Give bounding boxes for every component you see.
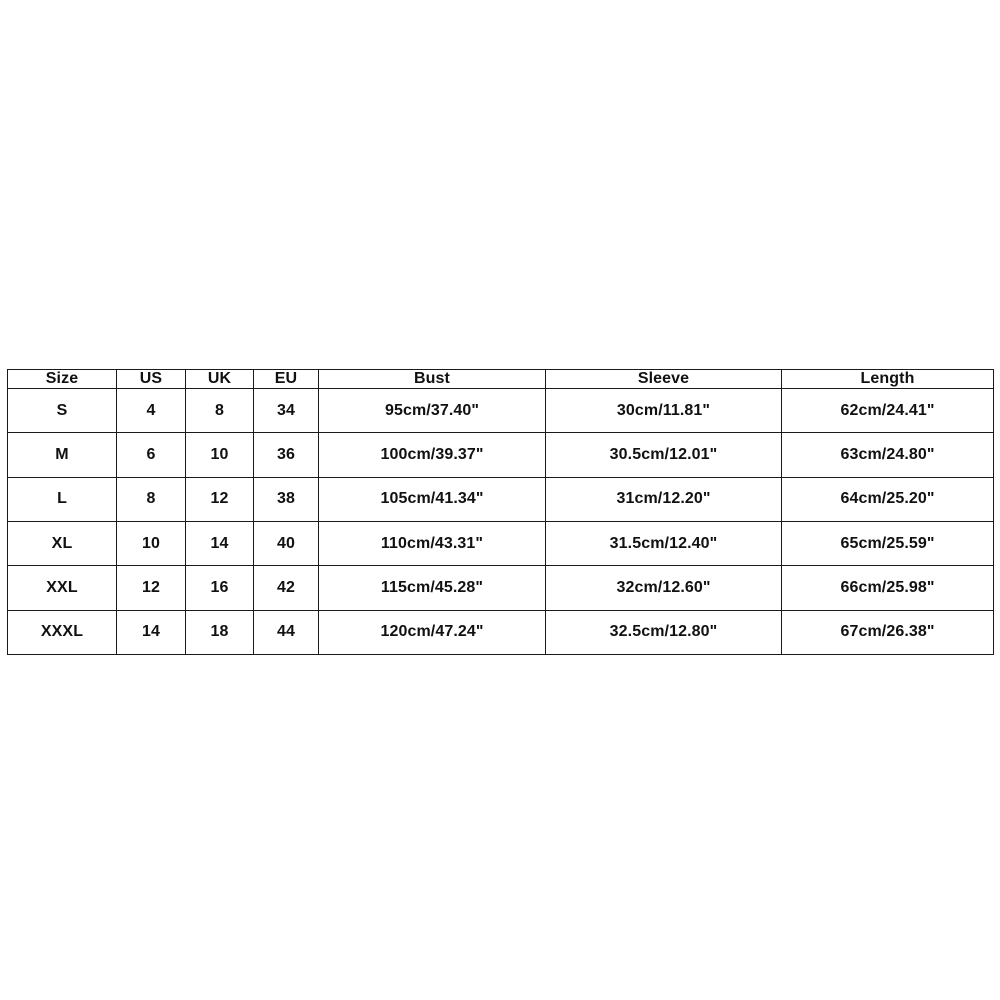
header-length: Length xyxy=(782,370,994,389)
cell-eu: 40 xyxy=(254,521,319,565)
cell-bust: 120cm/47.24" xyxy=(319,610,546,654)
cell-uk: 8 xyxy=(186,389,254,433)
cell-length: 65cm/25.59" xyxy=(782,521,994,565)
cell-uk: 12 xyxy=(186,477,254,521)
cell-eu: 38 xyxy=(254,477,319,521)
cell-length: 64cm/25.20" xyxy=(782,477,994,521)
cell-bust: 115cm/45.28" xyxy=(319,566,546,610)
table-row xyxy=(8,521,994,565)
cell-eu: 36 xyxy=(254,433,319,477)
header-eu: EU xyxy=(254,370,319,389)
cell-us: 8 xyxy=(117,477,186,521)
cell-length: 67cm/26.38" xyxy=(782,610,994,654)
cell-uk: 16 xyxy=(186,566,254,610)
cell-size: XXXL xyxy=(8,610,117,654)
cell-sleeve: 30.5cm/12.01" xyxy=(546,433,782,477)
cell-size: XXL xyxy=(8,566,117,610)
cell-us: 10 xyxy=(117,521,186,565)
cell-us: 12 xyxy=(117,566,186,610)
cell-uk: 14 xyxy=(186,521,254,565)
cell-eu: 42 xyxy=(254,566,319,610)
cell-size: S xyxy=(8,389,117,433)
header-us: US xyxy=(117,370,186,389)
cell-bust: 105cm/41.34" xyxy=(319,477,546,521)
cell-bust: 100cm/39.37" xyxy=(319,433,546,477)
cell-us: 4 xyxy=(117,389,186,433)
cell-bust: 95cm/37.40" xyxy=(319,389,546,433)
table-row xyxy=(8,610,994,654)
table-row xyxy=(8,566,994,610)
cell-size: XL xyxy=(8,521,117,565)
table-header-row xyxy=(8,370,994,389)
cell-sleeve: 32cm/12.60" xyxy=(546,566,782,610)
cell-length: 62cm/24.41" xyxy=(782,389,994,433)
cell-sleeve: 32.5cm/12.80" xyxy=(546,610,782,654)
cell-sleeve: 31.5cm/12.40" xyxy=(546,521,782,565)
cell-uk: 10 xyxy=(186,433,254,477)
table-row xyxy=(8,433,994,477)
header-sleeve: Sleeve xyxy=(546,370,782,389)
table-row xyxy=(8,477,994,521)
header-size: Size xyxy=(8,370,117,389)
cell-length: 66cm/25.98" xyxy=(782,566,994,610)
table-row xyxy=(8,389,994,433)
cell-size: M xyxy=(8,433,117,477)
cell-sleeve: 31cm/12.20" xyxy=(546,477,782,521)
cell-eu: 44 xyxy=(254,610,319,654)
cell-bust: 110cm/43.31" xyxy=(319,521,546,565)
cell-us: 14 xyxy=(117,610,186,654)
cell-us: 6 xyxy=(117,433,186,477)
size-chart-table xyxy=(7,369,994,655)
header-uk: UK xyxy=(186,370,254,389)
cell-size: L xyxy=(8,477,117,521)
header-bust: Bust xyxy=(319,370,546,389)
cell-length: 63cm/24.80" xyxy=(782,433,994,477)
cell-eu: 34 xyxy=(254,389,319,433)
cell-uk: 18 xyxy=(186,610,254,654)
cell-sleeve: 30cm/11.81" xyxy=(546,389,782,433)
